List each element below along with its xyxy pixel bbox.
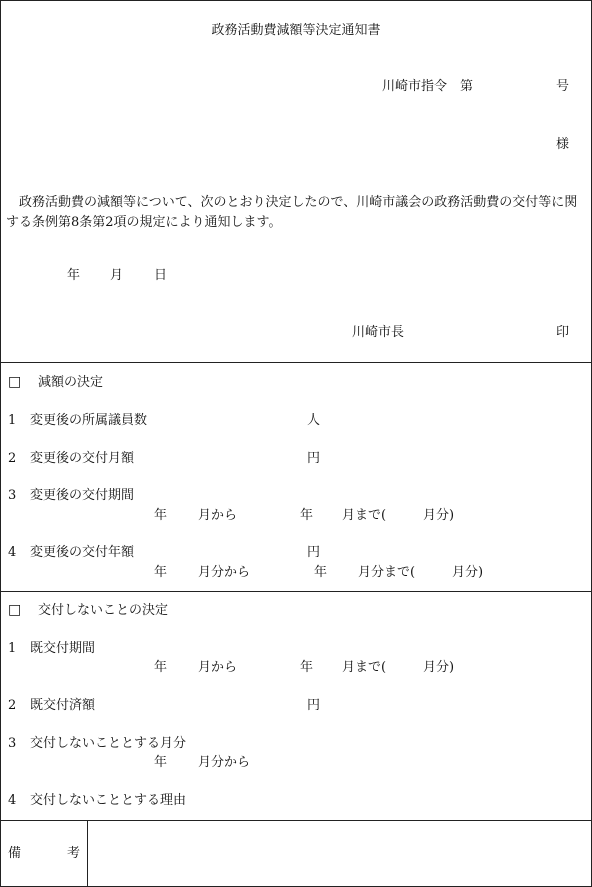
paid-end-year: 年 — [300, 660, 314, 675]
item-label-monthly-amount: 変更後の交付月額 — [30, 451, 135, 466]
addressee-suffix: 様 — [556, 137, 570, 152]
reduction-checkbox[interactable]: □ — [8, 374, 22, 390]
paid-start-month: 月から — [198, 660, 238, 675]
issuer-name: 川崎市長 — [352, 325, 405, 340]
paid-start-year: 年 — [154, 660, 168, 675]
unit-yen: 円 — [307, 451, 321, 466]
period-start-year: 年 — [154, 508, 168, 523]
item-number: 2 — [8, 698, 17, 713]
item-number: 2 — [8, 451, 17, 466]
notice-body-text: 政務活動費の減額等について、次のとおり決定したので、川崎市議会の政務活動費の交付等に関する条例第8条第2項の規定により通知します。 — [6, 195, 578, 230]
document-title: 政務活動費減額等決定通知書 — [211, 23, 381, 38]
item-label-paid-amount: 既交付済額 — [30, 698, 96, 713]
remarks-field[interactable] — [90, 824, 586, 882]
item-label-annual-amount: 変更後の交付年額 — [30, 545, 135, 560]
order-number-suffix: 号 — [556, 79, 570, 94]
nonpayment-start-month: 月分から — [198, 755, 251, 770]
period-month-count: 月分) — [423, 508, 455, 523]
annual-start-month: 月分から — [198, 565, 251, 580]
date-month: 月 — [110, 268, 124, 283]
date-year: 年 — [67, 268, 81, 283]
paid-month-count: 月分) — [423, 660, 455, 675]
period-start-month: 月から — [198, 508, 238, 523]
unit-yen: 円 — [307, 545, 321, 560]
annual-end-month: 月分まで( — [358, 565, 416, 580]
item-label-grant-period: 変更後の交付期間 — [30, 488, 135, 503]
item-number: 1 — [8, 413, 17, 428]
section-divider-bottom — [0, 820, 592, 821]
paid-end-month: 月まで( — [342, 660, 387, 675]
period-end-year: 年 — [300, 508, 314, 523]
section-divider-middle — [0, 591, 592, 592]
item-label-member-count: 変更後の所属議員数 — [30, 413, 148, 428]
item-label-paid-period: 既交付期間 — [30, 641, 96, 656]
nonpayment-checkbox[interactable]: □ — [8, 602, 22, 618]
date-day: 日 — [154, 268, 168, 283]
item-number: 3 — [8, 736, 17, 751]
reduction-heading: 減額の決定 — [38, 375, 104, 390]
unit-persons: 人 — [307, 413, 321, 428]
remarks-column-divider — [87, 820, 88, 886]
order-number-prefix: 川崎市指令 第 — [382, 79, 474, 94]
section-divider-top — [0, 362, 592, 363]
item-number: 1 — [8, 641, 17, 656]
seal-mark: 印 — [556, 325, 570, 340]
annual-end-year: 年 — [314, 565, 328, 580]
item-number: 3 — [8, 488, 17, 503]
item-number: 4 — [8, 545, 17, 560]
annual-month-count: 月分) — [452, 565, 484, 580]
item-label-nonpayment-months: 交付しないこととする月分 — [30, 736, 187, 751]
item-label-nonpayment-reason: 交付しないこととする理由 — [30, 793, 187, 808]
nonpayment-start-year: 年 — [154, 755, 168, 770]
remarks-label-char2: 考 — [67, 846, 81, 861]
period-end-month: 月まで( — [342, 508, 387, 523]
annual-start-year: 年 — [154, 565, 168, 580]
item-number: 4 — [8, 793, 17, 808]
unit-yen: 円 — [307, 698, 321, 713]
nonpayment-heading: 交付しないことの決定 — [38, 603, 169, 618]
remarks-label-char1: 備 — [8, 846, 22, 861]
